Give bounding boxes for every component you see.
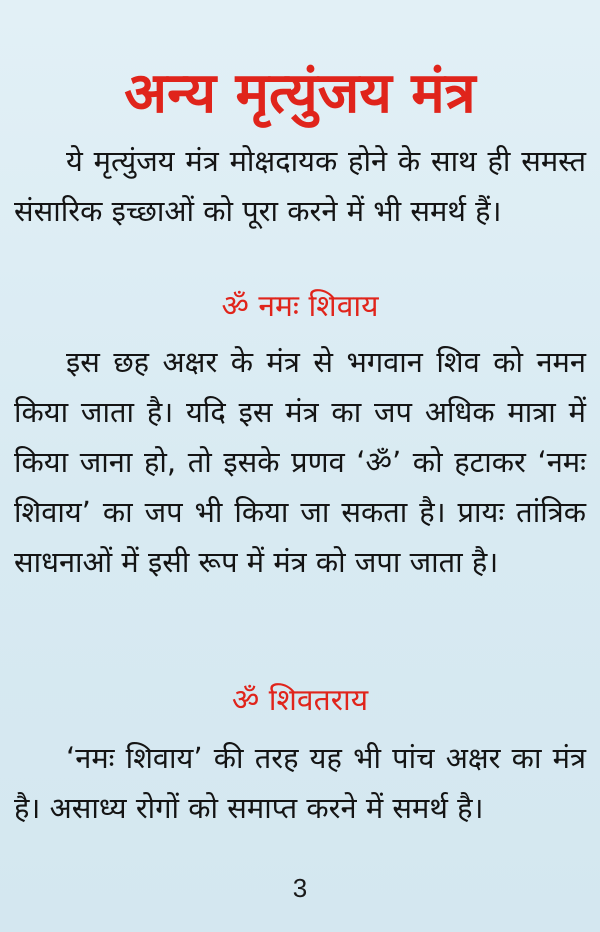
mantra-heading-om-namah-shivaya: ॐ नमः शिवाय xyxy=(221,289,379,324)
page-number: 3 xyxy=(292,873,308,903)
mantra-heading-om-shivataraya: ॐ शिवतराय xyxy=(231,683,369,718)
page-title: अन्य मृत्युंजय मंत्र xyxy=(124,60,476,126)
intro-paragraph: ये मृत्युंजय मंत्र मोक्षदायक होने के साथ ही समस्त संसारिक इच्छाओं को पूरा करने में भी समर्थ हैं। xyxy=(14,144,586,228)
om-namah-shivaya-paragraph: इस छह अक्षर के मंत्र से भगवान शिव को नमन किया जाता है। यदि इस मंत्र का जप अधिक मात्रा में किया जाना हो, तो इसके प्रणव ‘ॐ’ को हटाकर ‘नमः शिवाय’ का जप भी किया जा सकता है। प्रायः तांत्रिक साधनाओं में इसी रूप में मंत्र को जपा जाता है। xyxy=(14,345,586,579)
om-shivataraya-paragraph: ‘नमः शिवाय’ की तरह यह भी पांच अक्षर का मंत्र है। असाध्य रोगों को समाप्त करने में समर्थ है। xyxy=(14,741,586,825)
